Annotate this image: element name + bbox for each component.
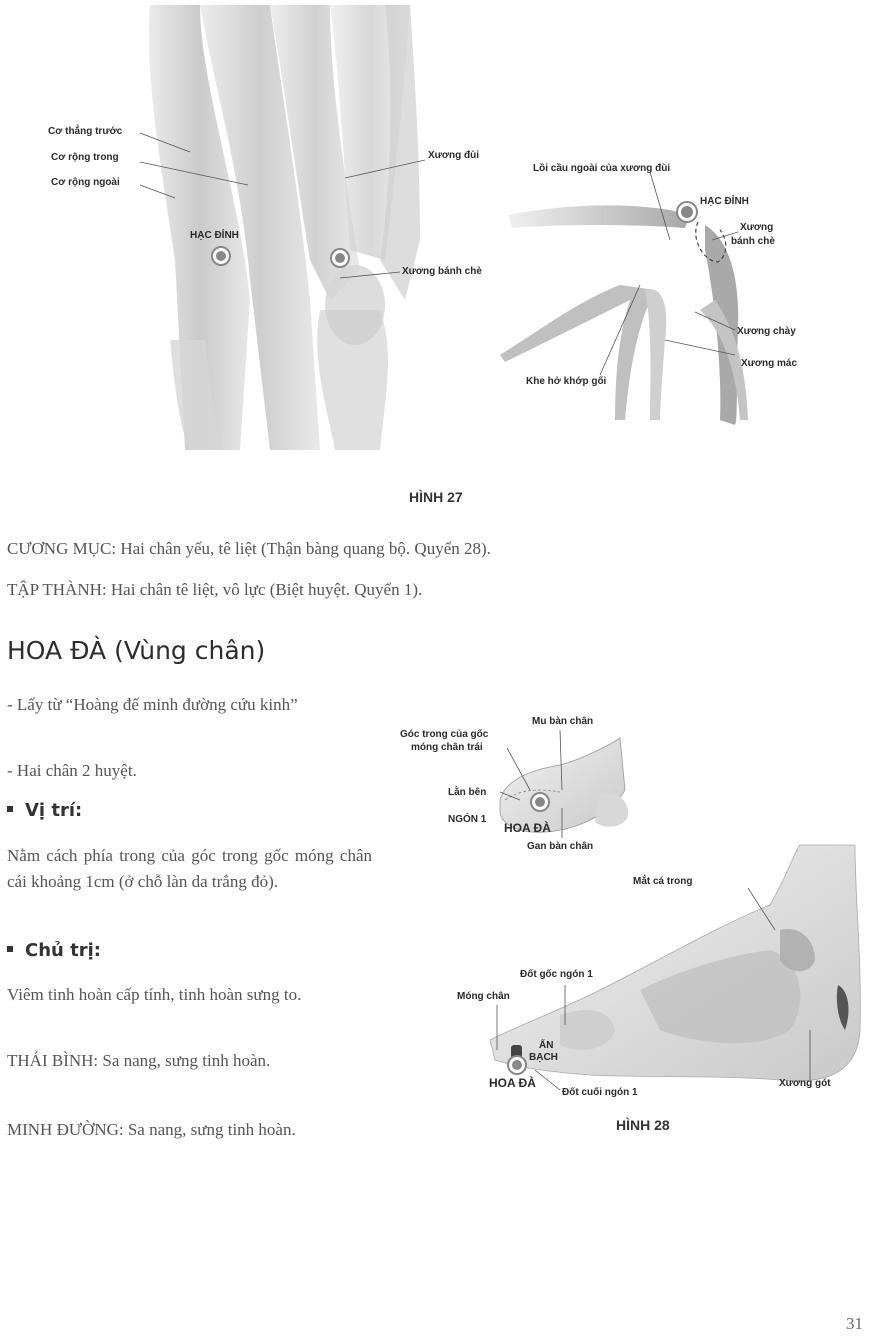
label-loi-cau: Lồi cầu ngoài của xương đùi — [533, 163, 671, 174]
text-vi-tri: Nằm cách phía trong của góc trong gốc móng chân cái khoảng 1cm (ở chỗ làn da trắng đỏ). — [7, 846, 372, 891]
label-xuong-banh-che-1: Xương — [740, 222, 774, 233]
label-dot-goc: Đốt gốc ngón 1 — [520, 969, 593, 980]
label-xuong-dui: Xương đùi — [428, 150, 480, 161]
figure-27-caption: HÌNH 27 — [409, 489, 463, 505]
label-hac-dinh-right: HẠC ĐỈNH — [700, 196, 749, 207]
label-gan-ban-chan: Gan bàn chân — [527, 841, 594, 852]
label-ngon-1: NGÓN 1 — [448, 814, 487, 825]
text-tap-thanh: TẬP THÀNH: Hai chân tê liệt, vô lực (Biệt huyệt. Quyển 1). — [7, 580, 423, 599]
label-xuong-chay: Xương chày — [737, 326, 796, 337]
text-chu-tri: Viêm tinh hoàn cấp tính, tinh hoàn sưng to. — [7, 985, 302, 1004]
label-xuong-banh-che: Xương bánh chè — [402, 266, 482, 277]
label-xuong-mac: Xương mác — [741, 358, 798, 369]
figure-28-caption: HÌNH 28 — [616, 1117, 670, 1133]
text-source: - Lấy từ “Hoàng đế minh đường cứu kinh” — [7, 695, 298, 714]
label-lan-ben: Lằn bên — [448, 787, 487, 798]
label-xuong-got: Xương gót — [779, 1078, 831, 1089]
text-count: - Hai chân 2 huyệt. — [7, 761, 137, 780]
label-xuong-banh-che-2: bánh chè — [731, 236, 775, 247]
label-mong-chan: Móng chân — [457, 991, 510, 1002]
text-thai-binh: THÁI BÌNH: Sa nang, sưng tinh hoàn. — [7, 1051, 271, 1070]
label-hoa-da: HOA ĐÀ — [489, 1076, 536, 1090]
label-goc-trong-1: Góc trong của gốc — [400, 729, 489, 740]
label-co-thang-truoc: Cơ thẳng trước — [48, 126, 123, 137]
section-title: HOA ĐÀ (Vùng chân) — [7, 636, 266, 665]
text-cuong-muc: CƯƠNG MỤC: Hai chân yếu, tê liệt (Thận bàng quang bộ. Quyển 28). — [7, 539, 491, 558]
label-hoa-da-inset: HOA ĐÀ — [504, 821, 551, 835]
vi-tri-label: Vị trí: — [25, 800, 83, 821]
label-an-bach-2: BẠCH — [529, 1052, 558, 1063]
label-mu-ban-chan: Mu bàn chân — [532, 716, 594, 727]
label-hac-dinh-left: HẠC ĐỈNH — [190, 230, 239, 241]
label-co-rong-trong: Cơ rộng trong — [51, 152, 119, 163]
label-mat-ca-trong: Mắt cá trong — [633, 876, 693, 887]
label-khe-ho: Khe hở khớp gối — [526, 376, 607, 387]
label-dot-cuoi: Đốt cuối ngón 1 — [562, 1087, 638, 1098]
label-goc-trong-2: móng chân trái — [411, 742, 483, 753]
chu-tri-label: Chủ trị: — [25, 940, 101, 961]
label-an-bach-1: ẨN — [539, 1040, 554, 1051]
text-minh-duong: MINH ĐƯỜNG: Sa nang, sưng tinh hoàn. — [7, 1120, 296, 1139]
label-co-rong-ngoai: Cơ rộng ngoài — [51, 177, 120, 188]
page-number: 31 — [846, 1314, 863, 1333]
